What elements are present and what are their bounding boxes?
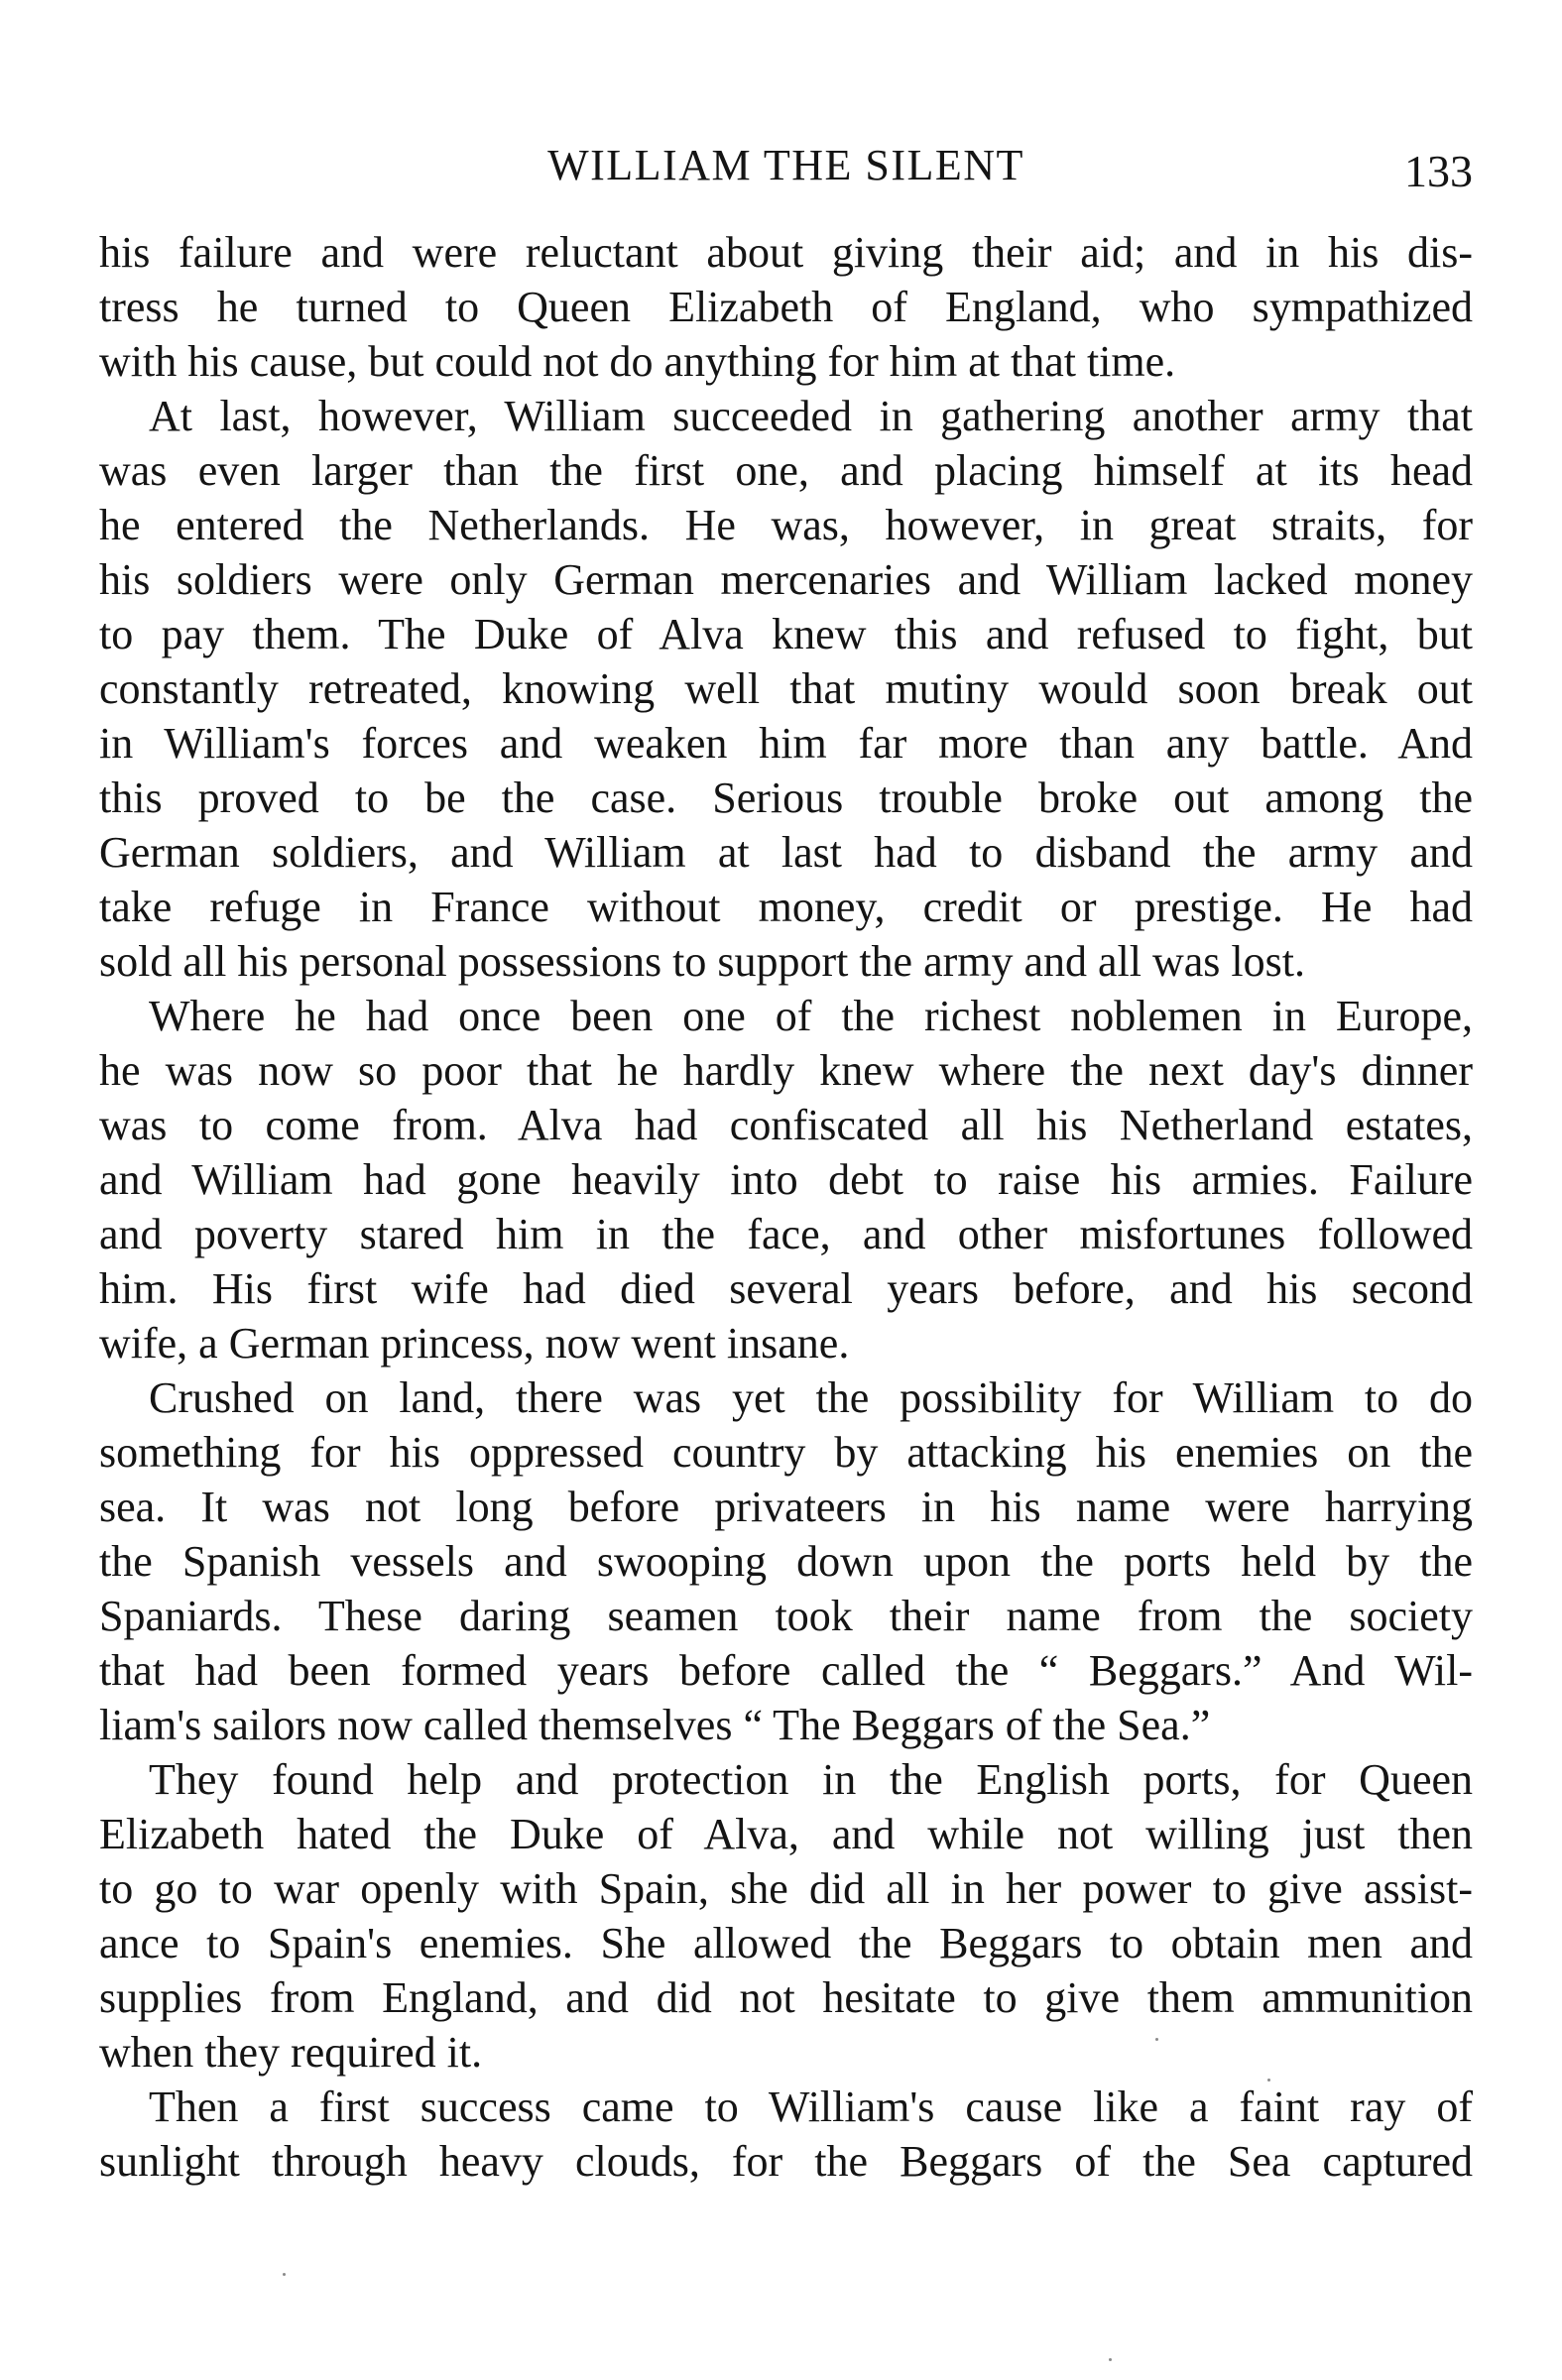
running-title: WILLIAM THE SILENT xyxy=(547,141,1024,189)
scan-speck xyxy=(1267,2079,1270,2082)
text-line: At last, however, William succeeded in gathering another army that xyxy=(149,392,1473,440)
page-number: 133 xyxy=(1404,146,1473,196)
paragraph xyxy=(99,1752,1473,2080)
paragraph xyxy=(99,389,1473,989)
text-line: to pay them. The Duke of Alva knew this and refused to fight, but xyxy=(99,610,1473,658)
text-line: his soldiers were only German mercenaries and William lacked money xyxy=(99,555,1473,604)
text-line: that had been formed years before called the “ Beggars.” And Wil- xyxy=(99,1646,1473,1695)
text-line: Elizabeth hated the Duke of Alva, and while not willing just then xyxy=(99,1810,1473,1858)
scan-speck xyxy=(1109,2358,1112,2361)
text-line: Spaniards. These daring seamen took their name from the society xyxy=(99,1592,1473,1640)
text-line: sold all his personal possessions to support the army and all was lost. xyxy=(99,937,1305,986)
text-line: and poverty stared him in the face, and other misfortunes followed xyxy=(99,1210,1473,1258)
text-line: the Spanish vessels and swooping down upon the ports held by the xyxy=(99,1537,1473,1586)
text-line: him. His first wife had died several years before, and his second xyxy=(99,1264,1473,1313)
text-line: his failure and were reluctant about giving their aid; and in his dis- xyxy=(99,228,1473,277)
paragraph xyxy=(99,989,1473,1370)
text-line: wife, a German princess, now went insane. xyxy=(99,1319,850,1368)
text-line: They found help and protection in the English ports, for Queen xyxy=(149,1755,1473,1804)
paragraph xyxy=(99,225,1473,389)
text-line: German soldiers, and William at last had to disband the army and xyxy=(99,828,1473,877)
text-line: sea. It was not long before privateers in his name were harrying xyxy=(99,1483,1473,1531)
text-line: was to come from. Alva had confiscated all his Netherland estates, xyxy=(99,1101,1473,1149)
body-text xyxy=(99,225,1473,2189)
text-line: Then a first success came to William's cause like a faint ray of xyxy=(149,2082,1473,2131)
paragraph xyxy=(99,2080,1473,2189)
text-line: to go to war openly with Spain, she did all in her power to give assist- xyxy=(99,1864,1473,1913)
text-line: and William had gone heavily into debt to raise his armies. Failure xyxy=(99,1155,1473,1204)
text-line: he entered the Netherlands. He was, however, in great straits, for xyxy=(99,501,1473,549)
text-line: was even larger than the first one, and placing himself at its head xyxy=(99,446,1473,495)
text-line: tress he turned to Queen Elizabeth of England, who sympathized xyxy=(99,283,1473,331)
text-line: when they required it. xyxy=(99,2028,483,2077)
text-line: constantly retreated, knowing well that mutiny would soon break out xyxy=(99,664,1473,713)
scan-speck xyxy=(283,2273,286,2276)
text-line: this proved to be the case. Serious trouble broke out among the xyxy=(99,774,1473,822)
page-header xyxy=(99,131,1473,200)
text-line: in William's forces and weaken him far more than any battle. And xyxy=(99,719,1473,768)
text-line: Crushed on land, there was yet the possibility for William to do xyxy=(149,1373,1473,1422)
scan-speck xyxy=(1155,2038,1158,2041)
text-line: supplies from England, and did not hesitate to give them ammunition xyxy=(99,1973,1473,2022)
paragraph xyxy=(99,1370,1473,1752)
text-line: something for his oppressed country by attacking his enemies on the xyxy=(99,1428,1473,1477)
text-line: Where he had once been one of the richest noblemen in Europe, xyxy=(149,992,1473,1040)
text-line: with his cause, but could not do anything for him at that time. xyxy=(99,337,1176,386)
text-line: take refuge in France without money, credit or prestige. He had xyxy=(99,883,1473,931)
text-line: ance to Spain's enemies. She allowed the Beggars to obtain men and xyxy=(99,1919,1473,1967)
text-line: sunlight through heavy clouds, for the Beggars of the Sea captured xyxy=(99,2137,1473,2186)
text-line: liam's sailors now called themselves “ The Beggars of the Sea.” xyxy=(99,1701,1211,1749)
text-line: he was now so poor that he hardly knew where the next day's dinner xyxy=(99,1046,1473,1095)
